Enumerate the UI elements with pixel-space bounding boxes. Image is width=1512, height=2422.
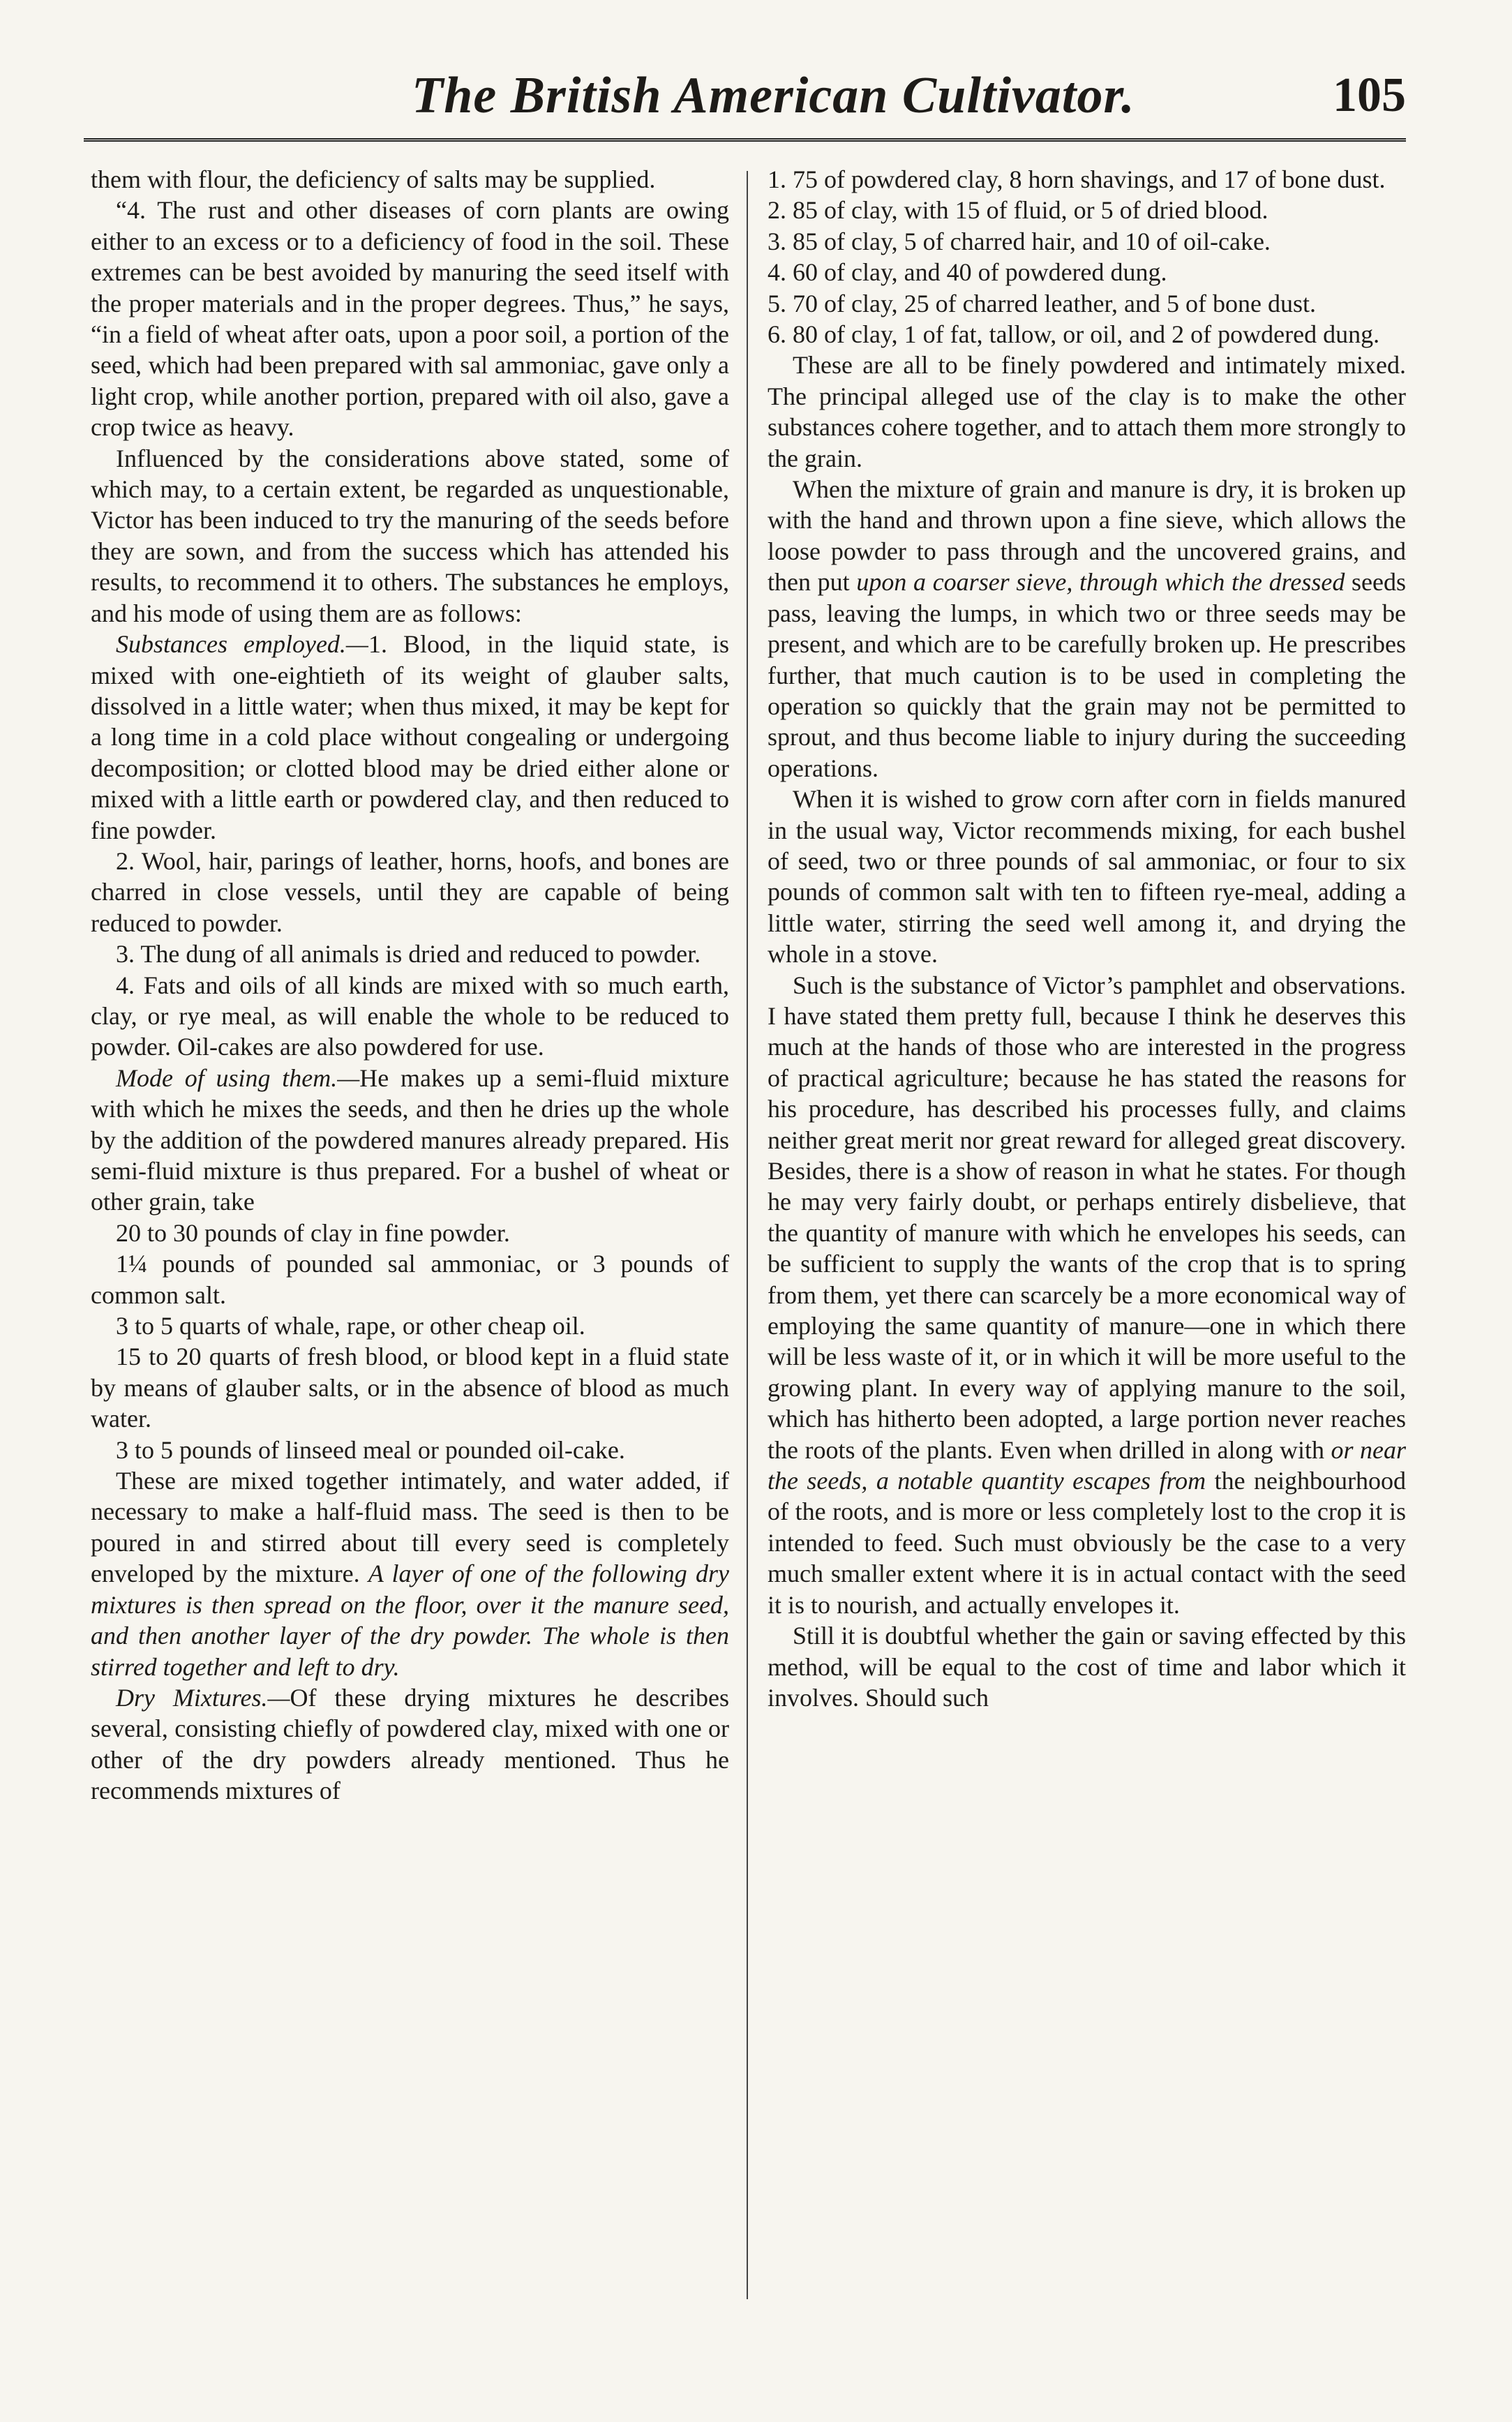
- paragraph-text: Of these drying mixtures he describes several, consisting chiefly of powdered clay, mixed with one or other of the dry powders already mentioned. Thus he recommends mixtures of: [91, 1683, 729, 1805]
- paragraph: Still it is doubtful whether the gain or saving effected by this method, will be equal to the cost of time and labor which it involves. Should such: [768, 1622, 1406, 1712]
- paragraph: “4. The rust and other diseases of corn plants are owing either to an excess or to a deficiency of food in the soil. These extremes can be best avoided by manuring the seed itself with the proper materials and in the proper degrees. Thus,” he says, “in a field of wheat after oats, upon a poor soil, a portion of the seed, which had been prepared with sal ammoniac, gave only a light crop, while another portion, prepared with oil also, gave a crop twice as heavy.: [91, 196, 729, 442]
- mixture-item: 5. 70 of clay, 25 of charred leather, and 5 of bone dust.: [768, 289, 1316, 317]
- page-header: [84, 66, 1406, 150]
- paragraph: 2. Wool, hair, parings of leather, horns, hoofs, and bones are charred in close vessels, until they are capable of being reduced to powder.: [91, 846, 729, 937]
- recipe-item: 3 to 5 pounds of linseed meal or pounded oil-cake.: [116, 1435, 625, 1464]
- paragraph: [768, 474, 1406, 784]
- paragraph-text: These are mixed together intimately, and water added, if necessary to make a half-fluid mass. The seed is then to be poured in and stirred about till every seed is completely enveloped by the mixture.: [91, 1467, 729, 1588]
- paragraph-text: seeds pass, leaving the lumps, in which two or three seeds may be present, and which are to be carefully broken up. He prescribes further, that much caution is to be used in completing the operation so quickly that the grain may not be permitted to sprout, and thus become liable to injury during the succeeding operations.: [768, 568, 1406, 782]
- paragraph: These are all to be finely powdered and intimately mixed. The principal alleged use of the clay is to make the other substances cohere together, and to attach them more strongly to the grain.: [768, 351, 1406, 472]
- paragraph: 3. The dung of all animals is dried and reduced to powder.: [116, 940, 701, 969]
- mixture-item: 1. 75 of powdered clay, 8 horn shavings, and 17 of bone dust.: [768, 165, 1386, 193]
- paragraph: Influenced by the considerations above stated, some of which may, to a certain extent, be regarded as unquestionable, Victor has been induced to try the manuring of the seeds before they are sown, and from the success which has attended his results, to recommend it to others. The substances he employs, and his mode of using them are as follows:: [91, 444, 729, 627]
- recipe-item: 1¼ pounds of pounded sal ammoniac, or 3 pounds of common salt.: [91, 1250, 729, 1309]
- left-column: [91, 164, 729, 2327]
- paragraph: [91, 629, 729, 846]
- mixture-item: 4. 60 of clay, and 40 of powdered dung.: [768, 258, 1167, 287]
- paragraph: [91, 1063, 729, 1218]
- section-lead: Mode of using them.—: [116, 1063, 360, 1092]
- mixture-item: 3. 85 of clay, 5 of charred hair, and 10 of oil-cake.: [768, 227, 1271, 255]
- paragraph: [91, 1465, 729, 1682]
- paragraph-text: He makes up a semi-fluid mixture with which he mixes the seeds, and then he dries up the whole by the addition of the powdered manures already prepared. His semi-fluid mixture is thus prepared. For a bushel of wheat or other grain, take: [91, 1063, 729, 1216]
- paragraph: [91, 1682, 729, 1807]
- paragraph: [768, 970, 1406, 1621]
- mixture-item: 6. 80 of clay, 1 of fat, tallow, or oil, and 2 of powdered dung.: [768, 320, 1380, 349]
- paragraph: 4. Fats and oils of all kinds are mixed with so much earth, clay, or rye meal, as will enable the whole to be reduced to powder. Oil-cakes are also powdered for use.: [91, 971, 729, 1061]
- paragraph-text: Such is the substance of Victor’s pamphlet and observations. I have stated them pretty full, because I think he deserves this much at the hands of those who are interested in the progress of practical agriculture; because he has stated the reasons for his procedure, has described his processes fully, and claims neither great merit nor great reward for alleged great discovery. Besides, there is a show of reason in what he states. For though he may very fairly doubt, or perhaps entirely disbelieve, that the quantity of manure with which he envelopes his seeds, can be sufficient to supply the wants of the crop that is to spring from them, yet there can scarcely be a more economical way of employing the same quantity of manure—one in which there will be less waste of it, or in which it will be more useful to the growing plant. In every way of applying manure to the soil, which has hitherto been adopted, a large portion never reaches the roots of the plants. Even when drilled in along with: [768, 971, 1406, 1464]
- paragraph: When it is wished to grow corn after corn in fields manured in the usual way, Victor recommends mixing, for each bushel of seed, two or three pounds of sal ammoniac, or four to six pounds of common salt with ten to fifteen rye-meal, adding a little water, stirring the seed well among it, and drying the whole in a stove.: [768, 785, 1406, 969]
- recipe-item: 3 to 5 quarts of whale, rape, or other cheap oil.: [116, 1312, 585, 1340]
- paragraph-text: the neighbourhood of the roots, and is more or less completely lost to the crop it is intended to feed. Such must obviously be the case to a very much smaller extent where it is in actual contact with the seed it is to nourish, and actually envelopes it.: [768, 1467, 1406, 1619]
- running-title: The British American Cultivator.: [412, 67, 1135, 124]
- paragraph: them with flour, the deficiency of salts may be supplied.: [91, 165, 656, 193]
- recipe-item: 20 to 30 pounds of clay in fine powder.: [116, 1218, 510, 1247]
- page-number: 105: [1333, 68, 1406, 122]
- paragraph-text-italic: or near the seeds, a notable quantity escapes from: [768, 1435, 1406, 1495]
- section-lead: Substances employed.—: [116, 630, 368, 659]
- section-lead: Dry Mixtures.—: [116, 1683, 290, 1712]
- paragraph-text: When the mixture of grain and manure is dry, it is broken up with the hand and thrown upon a fine sieve, which allows the loose powder to pass through and the uncovered grains, and then put: [768, 475, 1406, 597]
- recipe-item: 15 to 20 quarts of fresh blood, or blood kept in a fluid state by means of glauber salts, or in the absence of blood as much water.: [91, 1343, 729, 1433]
- column-divider: [747, 171, 748, 2299]
- mixture-item: 2. 85 of clay, with 15 of fluid, or 5 of dried blood.: [768, 196, 1268, 225]
- right-column: [768, 164, 1406, 2327]
- article-body: [91, 164, 1406, 2327]
- paragraph-text-italic: A layer of one of the following dry mixtures is then spread on the floor, over it the manure seed, and then another layer of the dry powder. The whole is then stirred together and left to dry.: [91, 1560, 729, 1681]
- paragraph-text: 1. Blood, in the liquid state, is mixed with one-eightieth of its weight of glauber salts, dissolved in a little water; when thus mixed, it may be kept for a long time in a cold place without congealing or undergoing decomposition; or clotted blood may be dried either alone or mixed with a little earth or powdered clay, and then reduced to fine powder.: [91, 630, 729, 844]
- header-rule: [84, 138, 1406, 142]
- paragraph-text-italic: upon a coarser sieve, through which the dressed: [856, 568, 1345, 597]
